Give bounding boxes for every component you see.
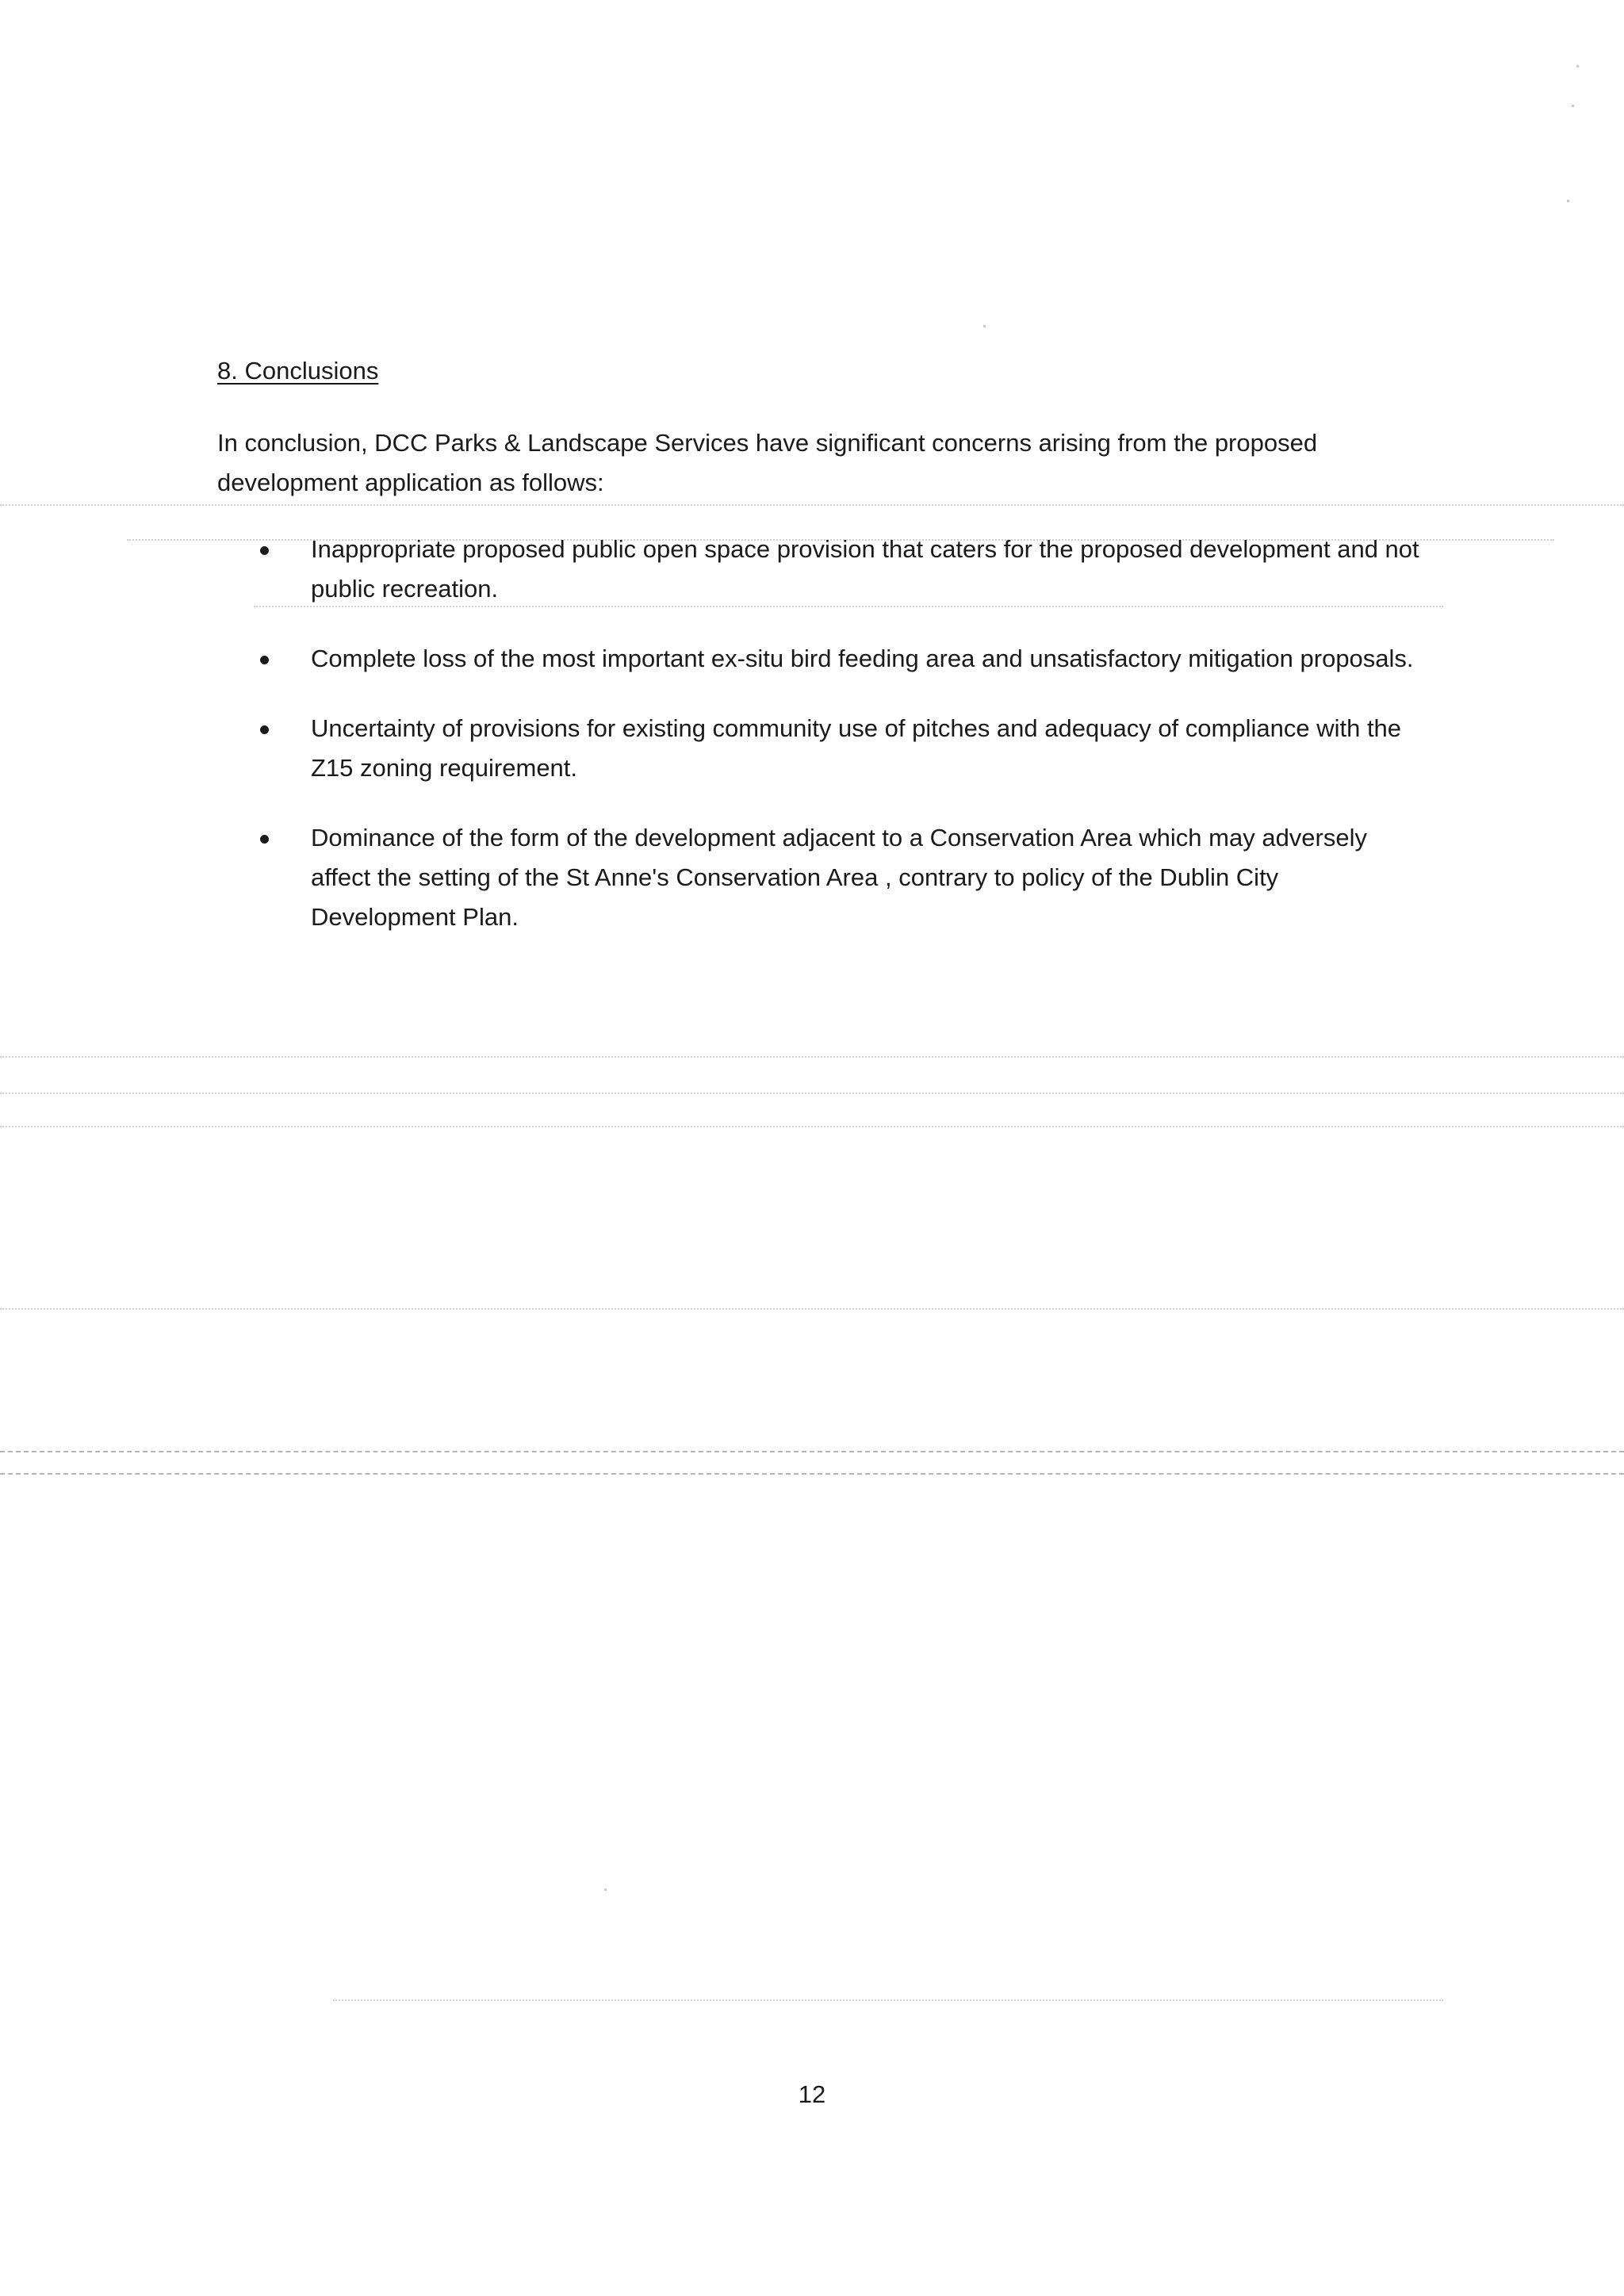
list-item <box>217 709 1423 788</box>
scan-artifact-line <box>0 504 1624 506</box>
scan-artifact-line <box>333 1999 1443 2001</box>
list-item <box>217 530 1423 609</box>
bullet-icon <box>260 656 269 664</box>
page-number: 12 <box>798 2080 826 2108</box>
scan-artifact-line <box>0 1473 1624 1475</box>
list-item <box>217 818 1423 937</box>
list-item <box>217 639 1423 679</box>
scan-artifact-line <box>0 1451 1624 1452</box>
section-heading: 8. Conclusions <box>217 357 379 385</box>
scan-speck <box>983 325 986 327</box>
scan-speck <box>1572 105 1574 107</box>
bullet-icon <box>260 835 269 844</box>
scan-speck <box>604 1888 607 1891</box>
intro-paragraph: In conclusion, DCC Parks & Landscape Services have significant concerns arising from the proposed development application as follows: <box>217 429 1318 496</box>
list-item-text: Inappropriate proposed public open space provision that caters for the proposed development and not public recreation. <box>311 535 1419 603</box>
scan-artifact-line <box>0 1308 1624 1310</box>
scan-artifact-line <box>0 1126 1624 1127</box>
concerns-list <box>217 530 1423 967</box>
scan-artifact-line <box>0 1056 1624 1058</box>
scan-artifact-line <box>0 1093 1624 1094</box>
list-item-text: Dominance of the form of the development adjacent to a Conservation Area which may adversely affect the setting of the St Anne's Conservation Area , contrary to policy of the Dublin City Development Plan. <box>311 824 1368 931</box>
bullet-icon <box>260 725 269 734</box>
scan-speck <box>1567 200 1569 202</box>
list-item-text: Complete loss of the most important ex-situ bird feeding area and unsatisfactory mitigation proposals. <box>311 645 1414 672</box>
scan-speck <box>1576 65 1579 67</box>
list-item-text: Uncertainty of provisions for existing community use of pitches and adequacy of compliance with the Z15 zoning requirement. <box>311 714 1402 782</box>
bullet-icon <box>260 546 269 555</box>
